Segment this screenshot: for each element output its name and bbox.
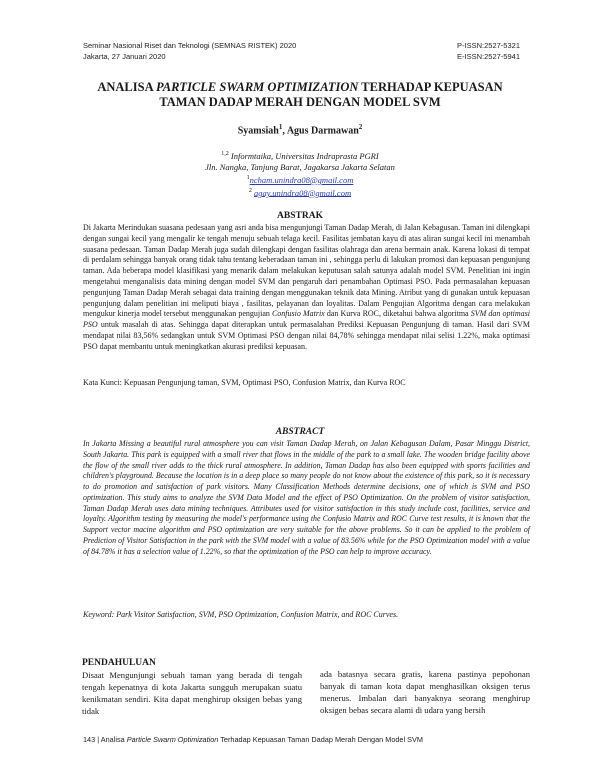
page-footer: 143 | Analisa Particle Swarm Optimization Terhadap Kepuasan Taman Dadap Merah Dengan Model SVM xyxy=(83,735,423,744)
pendahuluan-heading: PENDAHULUAN xyxy=(82,658,156,668)
email-link-2[interactable]: agay.unindra08@gmail.com xyxy=(254,187,352,198)
p-issn: P-ISSN:2527-5321 xyxy=(457,41,520,50)
title-line-2: TAMAN DADAP MERAH DENGAN MODEL SVM xyxy=(159,95,441,109)
institution: $^{1,2}$ Informtaika, Universitas Indraprasta PGRI xyxy=(221,150,379,161)
pendahuluan-left-text: Disaat Mengunjungi sebuah taman yang berada di tengah tengah kepenatnya di kota Jakarta sungguh merupakan suatu kenikmatan sendiri. Kita dapat menghirup oksigen bebas yang tidak xyxy=(82,670,302,716)
abstract-body: In Jakarta Missing a beautiful rural atmosphere you can visit Taman Dadap Merah, on Jalan Kebagusan Dalam, Pasar Minggu District, South Jakarta. This park is equipped with a small river that flows in the middle of the park to a small lake. The wooden bridge facility above the flow of the small river adds to the thick rural atmosphere. In addition, Taman Dadap has also been equipped with sports facilities and children's playground. Because the location is in a deep place so many people do not know about the existence of this park, so it is necessary to do promotion and satisfaction of park visitors. Many Classification Methods determine decisions, one of which is SVM and PSO optimization. This study aims to analyze the SVM Data Model and the effect of PSO Optimization. On the problem of visitor satisfaction, Taman Dadap Merah uses data mining techniques. Attributes used for visitor satisfaction in this study include cost, facilities, service and loyalty. Algorithm testing by measuring the model's performance using the Confusio Matrix and ROC Curve test results, it is known that the Support vector macine algorithm and PSO optimization are very suitable for the above problems. So it can be applied to the problem of Prediction of Visitor Satisfaction in the park with the SVM model with a value of 83.56% while for the PSO Optimization model with a value of 84.78% it has a selection value of 1.22%, so that the optimization of the PSO can help to improve accuracy. xyxy=(83,439,530,556)
address: Jln. Nangka, Tanjung Barat, Jagakarsa Jakarta Selatan xyxy=(205,161,395,172)
abstrak-body: Di Jakarta Merindukan suasana pedesaan yang asri anda bisa mengunjungi Taman Dadap Merah, di Jalan Kebagusan. Taman ini dilengkapi dengan sungai kecil yang mengalir ke tengah menuju sebuah telaga kecil. Fasilitas jembatan kayu di atas aliran sungai kecil ini menambah suasana pedesaan. Taman Dadap Merah juga sudah dilengkapi dengan fasilitas olahraga dan arena bermain anak. Karena lokasi di tempat di perdalam sehingga banyak orang tidak tahu tentang keberadaan taman ini , sehingga perlu di lakukan promosi dan kepuasan pengunjung taman. Ada beberapa model klasifikasi yang menarik dalam melakukan keputusan salah satunya adalah model SVM. Penelitian ini ingin mengetahui menganalisis data mining dengan model SVM dan pengaruh dari penambahan Optimasi PSO. Pada permasalahan kepuasan pengunjung Taman Dadap Merah sebagai data training dengan menggunakan teknik data Mining. Atribut yang di gunakan untuk kepuasan pengunjung dalam penelitian ini meliputi biaya , fasilitas, pelayanan dan loyalitas. Dalam Pengujian Algoritma dengan cara melakukan mengukur kinerja model tersebut menggunakan pengujian Confusio Matrix dan Kurva ROC, diketahui bahwa algoritma SVM dan optimasi PSO untuk masalah di atas. Sehingga dapat diterapkan untuk permasalahan Prediksi Kepuasan Pengunjung di taman. Hasil dari SVM mendapat nilai 83,56% sedangkan untuk SVM Optimasi PSO dengan nilai 84,78% sehingga mendapat nilai selisi 1.22%, maka optimasi PSO dapat membantu untuk meningkatkan akurasi prediksi kepuasan. xyxy=(83,223,531,351)
e-issn: E-ISSN:2527-5941 xyxy=(457,52,520,61)
author-2: Agus Darmawan xyxy=(286,125,359,137)
pendahuluan-right-text: ada batasnya secara gratis, karena pastinya pepohonan banyak di taman kota dapat menghasilkan oksigen terus menerus. Imbalan dari banyaknya seorang menghirup oksigen bebas secara alami di udara yang bersih xyxy=(320,669,530,715)
title-italic: PARTICLE SWARM OPTIMIZATION xyxy=(156,80,359,94)
affiliation-block: $^{1,2}$ Informtaika, Universitas Indraprasta PGRI Jln. Nangka, Tanjung Barat, Jagakarsa Jakarta Selatan $^1$ncham.unindra08@gmail.com $^2$ agay.unindra08@gmail.com xyxy=(0,149,600,198)
author-1: Syamsiah xyxy=(237,125,279,137)
running-header-left xyxy=(83,40,296,62)
running-header-right xyxy=(457,40,520,62)
column-right xyxy=(320,668,530,716)
abstrak-heading: ABSTRAK xyxy=(277,211,323,221)
email-link-1[interactable]: ncham.unindra08@gmail.com xyxy=(249,174,354,185)
conference-name: Seminar Nasional Riset dan Teknologi (SEMNAS RISTEK) 2020 xyxy=(83,41,297,50)
abstract-heading: ABSTRACT xyxy=(275,427,325,437)
column-left xyxy=(82,658,302,717)
page-number: 143 xyxy=(83,735,96,744)
kata-kunci: Kata Kunci: Kepuasan Pengunjung taman, SVM, Optimasi PSO, Confusion Matrix, dan Kurva ROC xyxy=(83,378,406,387)
author-list: Syamsiah$^1$, Agus Darmawan$^2$ xyxy=(237,123,363,137)
conference-location-date: Jakarta, 27 Januari 2020 xyxy=(83,52,166,61)
keywords: Keyword: Park Visitor Satisfaction, SVM, PSO Optimization, Confusion Matrix, and ROC Curves. xyxy=(83,610,399,619)
paper-title xyxy=(60,80,540,110)
title-line-1: ANALISA PARTICLE SWARM OPTIMIZATION TERHADAP KEPUASAN xyxy=(97,80,503,94)
